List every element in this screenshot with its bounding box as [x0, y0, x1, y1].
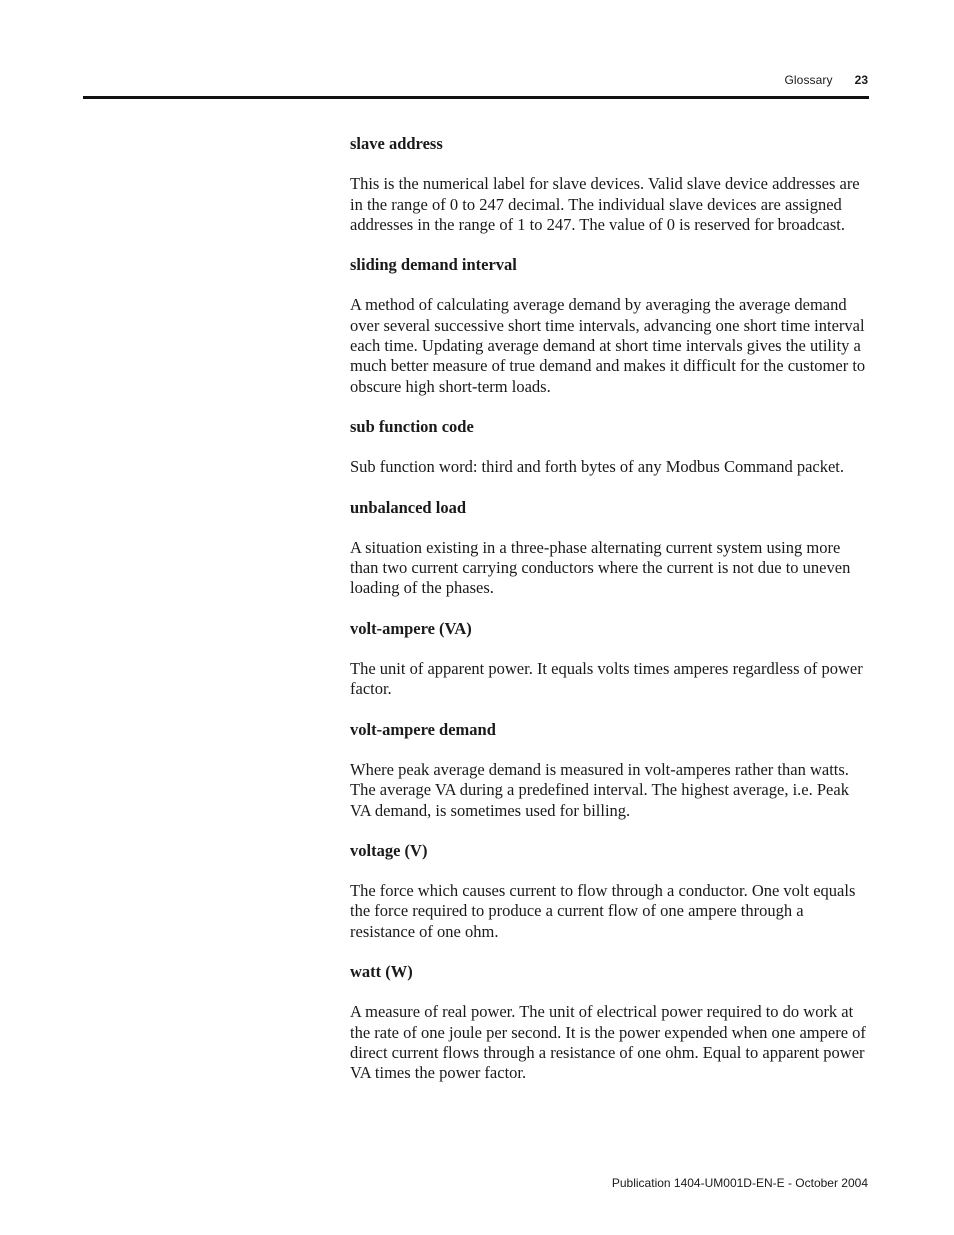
glossary-term: volt-ampere demand — [350, 719, 496, 739]
glossary-definition: Where peak average demand is measured in volt-amperes rather than watts. The average VA during a predefined interval. The highest average, i.e. Peak VA demand, is sometimes used for billing. — [350, 759, 849, 820]
glossary-entry — [350, 619, 872, 700]
section-title: Glossary — [784, 73, 833, 87]
glossary-term: sliding demand interval — [350, 255, 517, 275]
glossary-entry — [350, 720, 872, 821]
glossary-entry — [350, 255, 872, 397]
glossary-entry — [350, 841, 872, 942]
glossary-entry — [350, 417, 872, 478]
glossary-entry — [350, 962, 872, 1083]
header-rule — [83, 96, 869, 99]
glossary-entry — [350, 134, 872, 235]
glossary-entry — [350, 498, 872, 599]
glossary-definition: A situation existing in a three-phase alternating current system using more than two current carrying conductors where the current is not due to uneven loading of the phases. — [350, 537, 851, 598]
glossary-term: slave address — [350, 134, 443, 153]
glossary-term: watt (W) — [350, 962, 413, 982]
glossary-term: voltage (V) — [350, 840, 428, 860]
page-number: 23 — [854, 73, 868, 87]
page-footer: Publication 1404-UM001D-EN-E - October 2004 — [611, 1176, 868, 1190]
glossary-content — [350, 134, 872, 1104]
glossary-definition: A measure of real power. The unit of electrical power required to do work at the rate of one joule per second. It is the power expended when one ampere of direct current flows through a resistance of one ohm. Equal to apparent power VA times the power factor. — [350, 1002, 866, 1083]
glossary-term: volt-ampere (VA) — [350, 618, 472, 638]
glossary-definition: This is the numerical label for slave devices. Valid slave device addresses are in the range of 0 to 247 decimal. The individual slave devices are assigned addresses in the range of 1 to 247. The value of 0 is reserved for broadcast. — [350, 174, 860, 234]
glossary-definition: A method of calculating average demand by averaging the average demand over several successive short time intervals, advancing one short time interval each time. Updating average demand at short time intervals gives the utility a much better measure of true demand and makes it difficult for the customer to obscure high short-term loads. — [350, 295, 866, 396]
glossary-definition: The force which causes current to flow through a conductor. One volt equals the force required to produce a current flow of one ampere through a resistance of one ohm. — [350, 881, 856, 941]
glossary-term: unbalanced load — [350, 497, 466, 517]
glossary-definition: The unit of apparent power. It equals volts times amperes regardless of power factor. — [350, 659, 863, 699]
glossary-term: sub function code — [350, 416, 474, 436]
page-header — [784, 73, 868, 87]
glossary-definition: Sub function word: third and forth bytes of any Modbus Command packet. — [350, 457, 845, 477]
